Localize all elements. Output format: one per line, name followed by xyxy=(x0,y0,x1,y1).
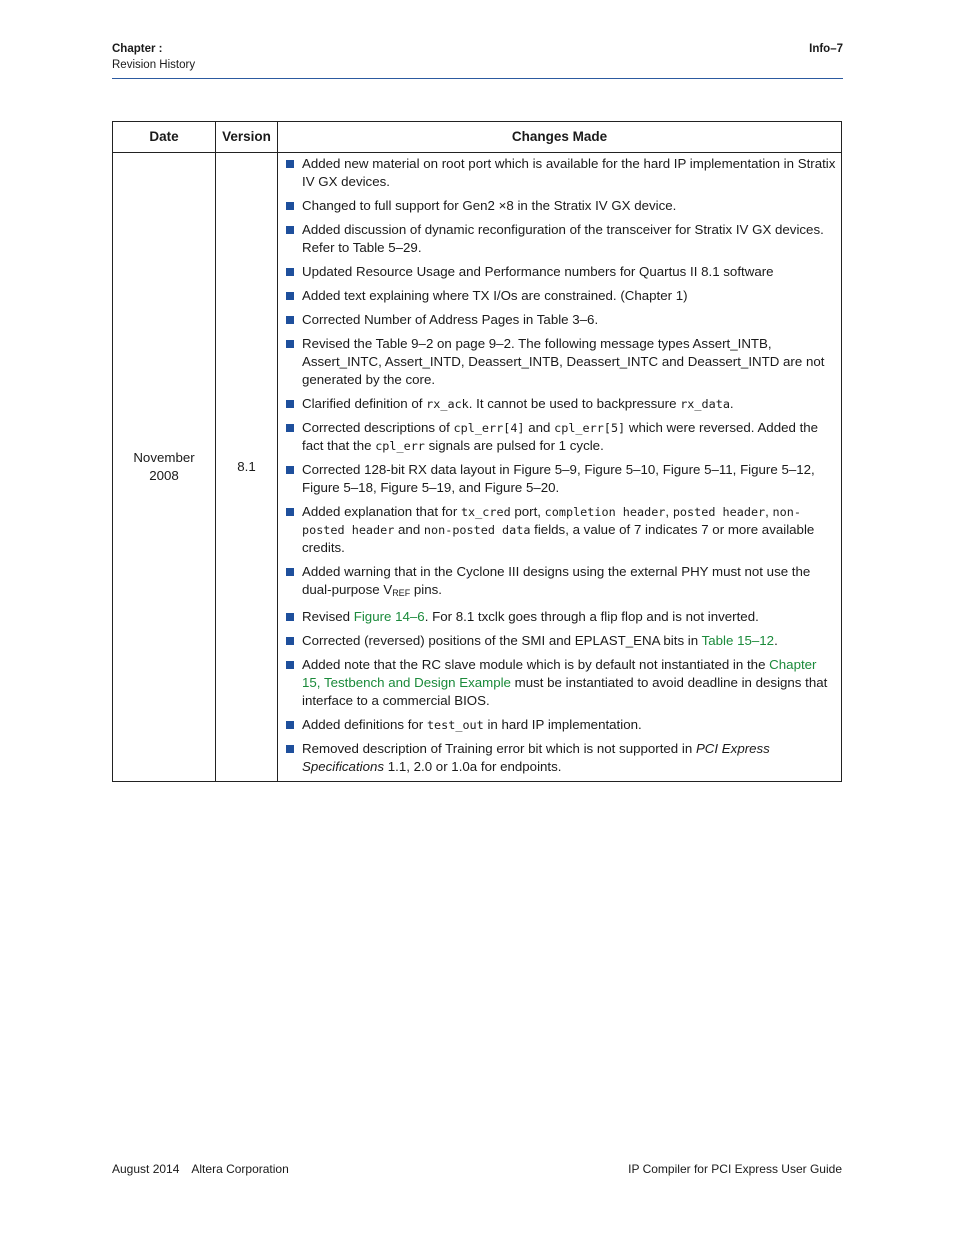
list-item xyxy=(284,608,836,626)
change-text: non-posted data xyxy=(423,523,531,537)
table-row xyxy=(113,153,842,782)
cross-reference-link[interactable]: Table 15–12 xyxy=(701,633,775,648)
square-bullet-icon xyxy=(286,268,294,276)
table-header-row xyxy=(113,122,842,153)
change-text: . For 8.1 txclk goes through a flip flop and is not inverted. xyxy=(424,609,759,624)
square-bullet-icon xyxy=(286,613,294,621)
change-text: in hard IP implementation. xyxy=(483,717,642,732)
change-text: cpl_err[5] xyxy=(554,421,626,435)
cross-reference-link[interactable]: Figure 14–6 xyxy=(353,609,425,624)
change-text: Corrected 128-bit RX data layout in Figure 5–9, Figure 5–10, Figure 5–11, Figure 5–12, Figure 5–18, Figure 5–19, and Figure 5–20. xyxy=(302,462,815,495)
header-chapter: Chapter : xyxy=(112,43,163,55)
footer-document-title: IP Compiler for PCI Express User Guide xyxy=(628,1162,842,1176)
square-bullet-icon xyxy=(286,637,294,645)
change-text: , xyxy=(765,504,773,519)
change-text: tx_cred xyxy=(460,505,511,519)
change-text: Corrected Number of Address Pages in Table 3–6. xyxy=(302,312,599,327)
list-item xyxy=(284,197,836,215)
date-year: 2008 xyxy=(149,468,179,483)
list-item xyxy=(284,287,836,305)
change-text: . xyxy=(729,396,734,411)
header-page-number: Info–7 xyxy=(809,43,843,55)
list-item xyxy=(284,656,836,710)
square-bullet-icon xyxy=(286,340,294,348)
change-text: non-posted header xyxy=(302,505,801,537)
square-bullet-icon xyxy=(286,745,294,753)
change-text: Corrected (reversed) positions of the SMI and EPLAST_ENA bits in xyxy=(302,633,702,648)
square-bullet-icon xyxy=(286,466,294,474)
change-text: 1.1, 2.0 or 1.0a for endpoints. xyxy=(384,759,562,774)
change-text: PCI Express Specifications xyxy=(302,741,770,774)
change-text: which were reversed. Added the fact that the xyxy=(302,420,819,453)
square-bullet-icon xyxy=(286,226,294,234)
list-item xyxy=(284,311,836,329)
change-text: . xyxy=(774,633,778,648)
list-item xyxy=(284,716,836,734)
header-section: Revision History xyxy=(112,59,196,71)
square-bullet-icon xyxy=(286,424,294,432)
list-item xyxy=(284,503,836,557)
column-header-date: Date xyxy=(113,122,216,153)
change-text: Added discussion of dynamic reconfiguration of the transceiver for Stratix IV GX devices. Refer to Table 5–29. xyxy=(302,222,824,255)
change-text: pins. xyxy=(410,582,442,597)
change-text: REF xyxy=(392,588,411,598)
list-item xyxy=(284,563,836,602)
change-text: rx_ack xyxy=(426,397,469,411)
footer-date: August 2014 xyxy=(112,1162,180,1176)
change-text: Added explanation that for xyxy=(302,504,461,519)
list-item xyxy=(284,155,836,191)
square-bullet-icon xyxy=(286,316,294,324)
change-text: port, xyxy=(510,504,545,519)
square-bullet-icon xyxy=(286,661,294,669)
change-text: Updated Resource Usage and Performance numbers for Quartus II 8.1 software xyxy=(302,264,774,279)
change-text: Changed to full support for Gen2 ×8 in the Stratix IV GX device. xyxy=(302,198,677,213)
changes-list xyxy=(284,155,836,776)
footer-left xyxy=(112,1162,289,1176)
square-bullet-icon xyxy=(286,721,294,729)
list-item xyxy=(284,263,836,281)
change-text: must be instantiated to avoid deadline in designs that interface to a commercial BIOS. xyxy=(302,675,828,708)
change-text: Removed description of Training error bit which is not supported in xyxy=(302,741,696,756)
change-text: Added warning that in the Cyclone III designs using the external PHY must not use the dual-purpose V xyxy=(302,564,811,597)
change-text: cpl_err[4] xyxy=(453,421,525,435)
change-text: Added definitions for xyxy=(302,717,427,732)
square-bullet-icon xyxy=(286,508,294,516)
change-text: Added text explaining where TX I/Os are constrained. (Chapter 1) xyxy=(302,288,688,303)
column-header-changes: Changes Made xyxy=(278,122,842,153)
column-header-version: Version xyxy=(216,122,278,153)
square-bullet-icon xyxy=(286,400,294,408)
list-item xyxy=(284,335,836,389)
change-text: Revised the Table 9–2 on page 9–2. The following message types Assert_INTB, Assert_INTC, Assert_INTD, Deassert_INTB, Deassert_INTC and Deassert_INTD are not generated by the core. xyxy=(302,336,825,387)
change-text: Corrected descriptions of xyxy=(302,420,454,435)
version-cell: 8.1 xyxy=(216,153,278,782)
footer-company: Altera Corporation xyxy=(191,1162,289,1176)
date-cell xyxy=(113,153,216,782)
list-item xyxy=(284,632,836,650)
list-item xyxy=(284,395,836,413)
change-text: rx_data xyxy=(680,397,730,411)
change-text: , xyxy=(665,504,673,519)
change-text: and xyxy=(394,522,424,537)
change-text: Added new material on root port which is available for the hard IP implementation in Stratix IV GX devices. xyxy=(302,156,836,189)
square-bullet-icon xyxy=(286,292,294,300)
change-text: test_out xyxy=(426,718,484,732)
revision-history-table xyxy=(112,121,842,782)
change-text: Revised xyxy=(302,609,354,624)
cross-reference-link[interactable]: Chapter 15, Testbench and Design Example xyxy=(302,657,817,690)
list-item xyxy=(284,740,836,776)
square-bullet-icon xyxy=(286,202,294,210)
change-text: . It cannot be used to backpressure xyxy=(468,396,681,411)
list-item xyxy=(284,461,836,497)
change-text: signals are pulsed for 1 cycle. xyxy=(424,438,604,453)
change-text: Added note that the RC slave module which is by default not instantiated in the xyxy=(302,657,770,672)
change-text: Clarified definition of xyxy=(302,396,427,411)
change-text: posted header xyxy=(672,505,766,519)
change-text: fields, a value of 7 indicates 7 or more available credits. xyxy=(302,522,815,555)
date-month: November xyxy=(133,450,195,465)
change-text: completion header xyxy=(544,505,666,519)
list-item xyxy=(284,419,836,455)
square-bullet-icon xyxy=(286,568,294,576)
list-item xyxy=(284,221,836,257)
page-header xyxy=(112,42,843,79)
changes-cell xyxy=(278,153,842,782)
change-text: cpl_err xyxy=(375,439,425,453)
square-bullet-icon xyxy=(286,160,294,168)
change-text: and xyxy=(524,420,555,435)
